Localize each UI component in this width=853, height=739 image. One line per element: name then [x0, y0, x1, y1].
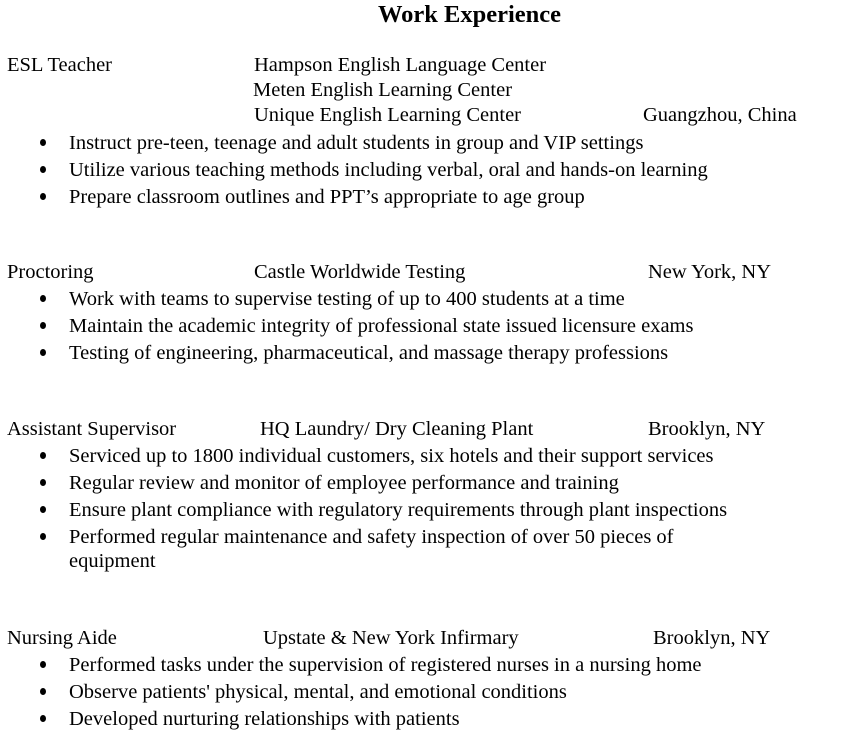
job-position: Nursing Aide — [7, 627, 117, 649]
list-item-text: Observe patients' physical, mental, and emotional conditions — [69, 681, 567, 703]
bullet-icon — [38, 653, 48, 677]
job-position: Proctoring — [7, 261, 94, 283]
job-location: Brooklyn, NY — [653, 627, 771, 649]
list-item-text: Instruct pre-teen, teenage and adult students in group and VIP settings — [69, 132, 644, 154]
bullet-icon — [38, 707, 48, 731]
list-item-text: Ensure plant compliance with regulatory requirements through plant inspections — [69, 499, 728, 521]
list-item-text: Utilize various teaching methods including verbal, oral and hands-on learning — [69, 159, 708, 181]
bullet-icon — [38, 498, 48, 522]
list-item-text: Work with teams to supervise testing of up to 400 students at a time — [69, 288, 625, 310]
bullet-icon — [38, 444, 48, 468]
job-employer: Upstate & New York Infirmary — [263, 627, 519, 649]
job-position: ESL Teacher — [7, 54, 113, 76]
job-employer: Meten English Learning Center — [253, 79, 513, 101]
bullet-icon — [38, 287, 48, 311]
list-item-text: Regular review and monitor of employee performance and training — [69, 472, 619, 494]
job-employer: Unique English Learning Center — [254, 104, 522, 126]
list-item-text: Testing of engineering, pharmaceutical, and massage therapy professions — [69, 342, 669, 364]
bullet-icon — [38, 680, 48, 704]
list-item-text: Performed regular maintenance and safety inspection of over 50 pieces of equipment — [69, 526, 674, 572]
job-employer: Hampson English Language Center — [254, 54, 547, 76]
list-item-text: Maintain the academic integrity of professional state issued licensure exams — [69, 315, 694, 337]
bullet-icon — [38, 525, 48, 549]
bullet-icon — [38, 471, 48, 495]
bullet-icon — [38, 158, 48, 182]
section-title: Work Experience — [378, 1, 562, 28]
list-item-text: Performed tasks under the supervision of registered nurses in a nursing home — [69, 654, 702, 676]
job-employer: HQ Laundry/ Dry Cleaning Plant — [260, 418, 534, 440]
bullet-icon — [38, 341, 48, 365]
list-item-text: Prepare classroom outlines and PPT’s appropriate to age group — [69, 186, 585, 208]
job-location: New York, NY — [648, 261, 772, 283]
job-location: Guangzhou, China — [643, 104, 797, 126]
job-employer: Castle Worldwide Testing — [254, 261, 466, 283]
bullet-icon — [38, 314, 48, 338]
job-position: Assistant Supervisor — [7, 418, 177, 440]
list-item-text: Serviced up to 1800 individual customers, six hotels and their support services — [69, 445, 714, 467]
job-location: Brooklyn, NY — [648, 418, 766, 440]
bullet-icon — [38, 185, 48, 209]
list-item-text: Developed nurturing relationships with patients — [69, 708, 460, 730]
bullet-icon — [38, 131, 48, 155]
